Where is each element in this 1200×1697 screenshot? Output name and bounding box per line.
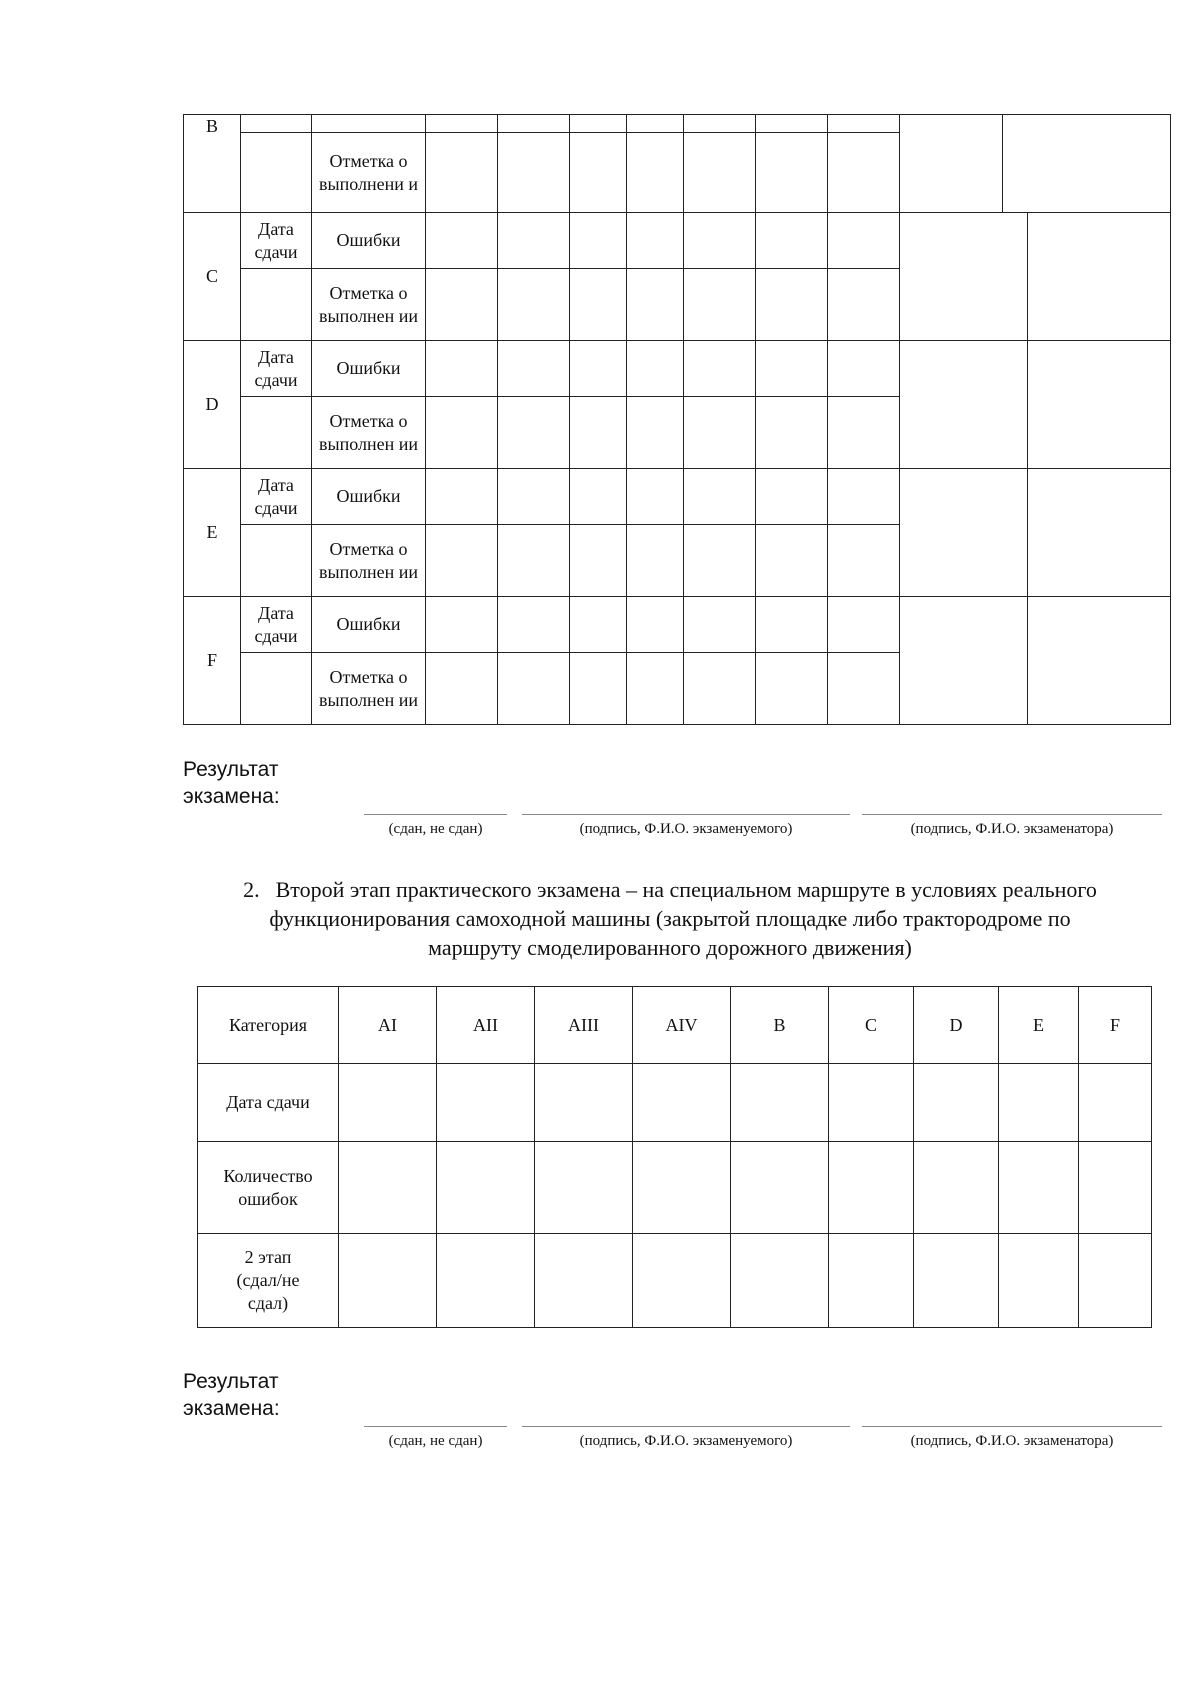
cell <box>570 653 627 725</box>
category-cell-f <box>184 597 241 725</box>
cell <box>756 115 828 133</box>
cell <box>828 269 900 341</box>
summary-cell <box>1028 341 1171 469</box>
cell <box>339 1142 437 1234</box>
section-2-heading-text: Второй этап практического экзамена – на специальном маршруте в условиях реального функционирования самоходной машины (закрытой площадке либо трактородроме по маршруту смоделированного дорожного движения) <box>269 877 1097 960</box>
cell <box>498 469 570 525</box>
cell <box>684 525 756 597</box>
cell <box>828 653 900 725</box>
summary-cell <box>1028 597 1171 725</box>
cell <box>756 653 828 725</box>
cell <box>426 469 498 525</box>
completion-mark-label: Отметка о выполнени и <box>312 133 426 213</box>
exam-result-label: Результат экзамена: <box>183 758 280 808</box>
cell <box>570 269 627 341</box>
practical-exam-stage2-table <box>197 986 1152 1328</box>
category-header-b: B <box>731 987 829 1064</box>
cell <box>756 341 828 397</box>
cell <box>828 341 900 397</box>
cell <box>339 1064 437 1142</box>
cell <box>570 115 627 133</box>
cell <box>828 115 900 133</box>
completion-mark-label: Отметка о выполнен ии <box>312 397 426 469</box>
cell <box>756 213 828 269</box>
category-cell-e <box>184 469 241 597</box>
cell <box>498 341 570 397</box>
cell <box>627 525 684 597</box>
cell <box>828 133 900 213</box>
cell <box>829 1142 914 1234</box>
examinee-signature-caption: (подпись, Ф.И.О. экзаменуемого) <box>579 1433 793 1449</box>
cell <box>570 469 627 525</box>
cell <box>535 1142 633 1234</box>
cell <box>756 597 828 653</box>
cell <box>426 133 498 213</box>
examinee-signature-caption: (подпись, Ф.И.О. экзаменуемого) <box>579 821 793 837</box>
category-header-aii: AII <box>437 987 535 1064</box>
cell <box>756 397 828 469</box>
cell <box>756 525 828 597</box>
cell <box>498 653 570 725</box>
cell <box>426 653 498 725</box>
cell <box>498 115 570 133</box>
cell <box>241 133 312 213</box>
errors-label: Ошибки <box>312 469 426 525</box>
cell <box>241 269 312 341</box>
cell <box>914 1142 999 1234</box>
cell <box>241 115 312 133</box>
summary-cell <box>1028 469 1171 597</box>
cell <box>241 525 312 597</box>
cell <box>1079 1064 1152 1142</box>
cell <box>731 1142 829 1234</box>
cell <box>498 397 570 469</box>
cell <box>627 269 684 341</box>
cell <box>498 269 570 341</box>
submission-date-label: Дата сдачи <box>241 213 312 269</box>
cell <box>999 1064 1079 1142</box>
cell <box>437 1064 535 1142</box>
cell <box>627 597 684 653</box>
category-header-e: E <box>999 987 1079 1064</box>
cell <box>828 213 900 269</box>
section-2-heading <box>240 875 1100 962</box>
cell <box>426 115 498 133</box>
summary-cell <box>900 213 1028 341</box>
cell <box>570 597 627 653</box>
cell <box>498 133 570 213</box>
cell <box>756 469 828 525</box>
category-label-b: B <box>205 116 218 136</box>
cell <box>241 397 312 469</box>
summary-cell <box>900 469 1028 597</box>
examiner-signature-line[interactable] <box>862 814 1162 815</box>
summary-cell <box>900 597 1028 725</box>
cell <box>999 1142 1079 1234</box>
section-2-number: 2. <box>243 877 260 902</box>
cell <box>426 341 498 397</box>
category-label-e: E <box>206 522 218 542</box>
completion-mark-label: Отметка о выполнен ии <box>312 269 426 341</box>
examiner-signature-caption: (подпись, Ф.И.О. экзаменатора) <box>910 821 1114 837</box>
category-header-d: D <box>914 987 999 1064</box>
completion-mark-label: Отметка о выполнен ии <box>312 653 426 725</box>
summary-cell <box>1003 115 1171 213</box>
cell <box>627 397 684 469</box>
category-label-c: C <box>205 266 218 286</box>
cell <box>731 1064 829 1142</box>
cell <box>684 469 756 525</box>
cell <box>570 341 627 397</box>
cell <box>829 1234 914 1328</box>
cell <box>999 1234 1079 1328</box>
cell <box>498 525 570 597</box>
cell <box>437 1142 535 1234</box>
result-status-line[interactable] <box>364 814 507 815</box>
cell <box>241 653 312 725</box>
cell <box>684 269 756 341</box>
cell <box>828 397 900 469</box>
practical-exam-stage1-table <box>183 114 1171 725</box>
cell <box>828 469 900 525</box>
submission-date-label: Дата сдачи <box>241 597 312 653</box>
summary-cell <box>900 341 1028 469</box>
cell <box>312 115 426 133</box>
cell <box>627 213 684 269</box>
result-status-caption: (сдан, не сдан) <box>388 1433 483 1449</box>
summary-cell <box>1028 213 1171 341</box>
cell <box>756 269 828 341</box>
cell <box>684 115 756 133</box>
cell <box>627 341 684 397</box>
submission-date-row-label: Дата сдачи <box>198 1064 339 1142</box>
cell <box>627 653 684 725</box>
category-header-aiii: AIII <box>535 987 633 1064</box>
cell <box>535 1064 633 1142</box>
cell <box>426 397 498 469</box>
cell <box>498 597 570 653</box>
cell <box>627 469 684 525</box>
category-label-d: D <box>205 394 219 414</box>
cell <box>426 213 498 269</box>
errors-label: Ошибки <box>312 341 426 397</box>
cell <box>731 1234 829 1328</box>
cell <box>828 597 900 653</box>
category-label-f: F <box>206 650 217 670</box>
category-header-f: F <box>1079 987 1152 1064</box>
cell <box>1079 1142 1152 1234</box>
cell <box>633 1142 731 1234</box>
cell <box>570 133 627 213</box>
result-status-line[interactable] <box>364 1426 507 1427</box>
cell <box>633 1234 731 1328</box>
category-header-ai: AI <box>339 987 437 1064</box>
cell <box>1079 1234 1152 1328</box>
cell <box>570 397 627 469</box>
category-cell-b <box>184 115 241 213</box>
examinee-signature-line[interactable] <box>522 1426 850 1427</box>
cell <box>633 1064 731 1142</box>
summary-cell <box>900 115 1003 213</box>
cell <box>684 397 756 469</box>
cell <box>570 525 627 597</box>
examiner-signature-caption: (подпись, Ф.И.О. экзаменатора) <box>910 1433 1114 1449</box>
cell <box>756 133 828 213</box>
cell <box>828 525 900 597</box>
submission-date-label: Дата сдачи <box>241 341 312 397</box>
category-header-label: Категория <box>198 987 339 1064</box>
cell <box>437 1234 535 1328</box>
cell <box>829 1064 914 1142</box>
examiner-signature-line[interactable] <box>862 1426 1162 1427</box>
cell <box>426 597 498 653</box>
cell <box>627 133 684 213</box>
cell <box>627 115 684 133</box>
cell <box>684 597 756 653</box>
cell <box>684 133 756 213</box>
stage2-result-row-label: 2 этап (сдал/не сдал) <box>198 1234 339 1328</box>
cell <box>914 1234 999 1328</box>
cell <box>570 213 627 269</box>
cell <box>684 341 756 397</box>
result-status-caption: (сдан, не сдан) <box>388 821 483 837</box>
cell <box>914 1064 999 1142</box>
errors-label: Ошибки <box>312 213 426 269</box>
cell <box>684 653 756 725</box>
cell <box>498 213 570 269</box>
category-cell-d <box>184 341 241 469</box>
cell <box>535 1234 633 1328</box>
submission-date-label: Дата сдачи <box>241 469 312 525</box>
error-count-row-label: Количество ошибок <box>198 1142 339 1234</box>
cell <box>339 1234 437 1328</box>
cell <box>684 213 756 269</box>
errors-label: Ошибки <box>312 597 426 653</box>
exam-result-label: Результат экзамена: <box>183 1370 280 1420</box>
category-header-c: C <box>829 987 914 1064</box>
cell <box>426 269 498 341</box>
examinee-signature-line[interactable] <box>522 814 850 815</box>
category-cell-c <box>184 213 241 341</box>
completion-mark-label: Отметка о выполнен ии <box>312 525 426 597</box>
cell <box>426 525 498 597</box>
category-header-aiv: AIV <box>633 987 731 1064</box>
